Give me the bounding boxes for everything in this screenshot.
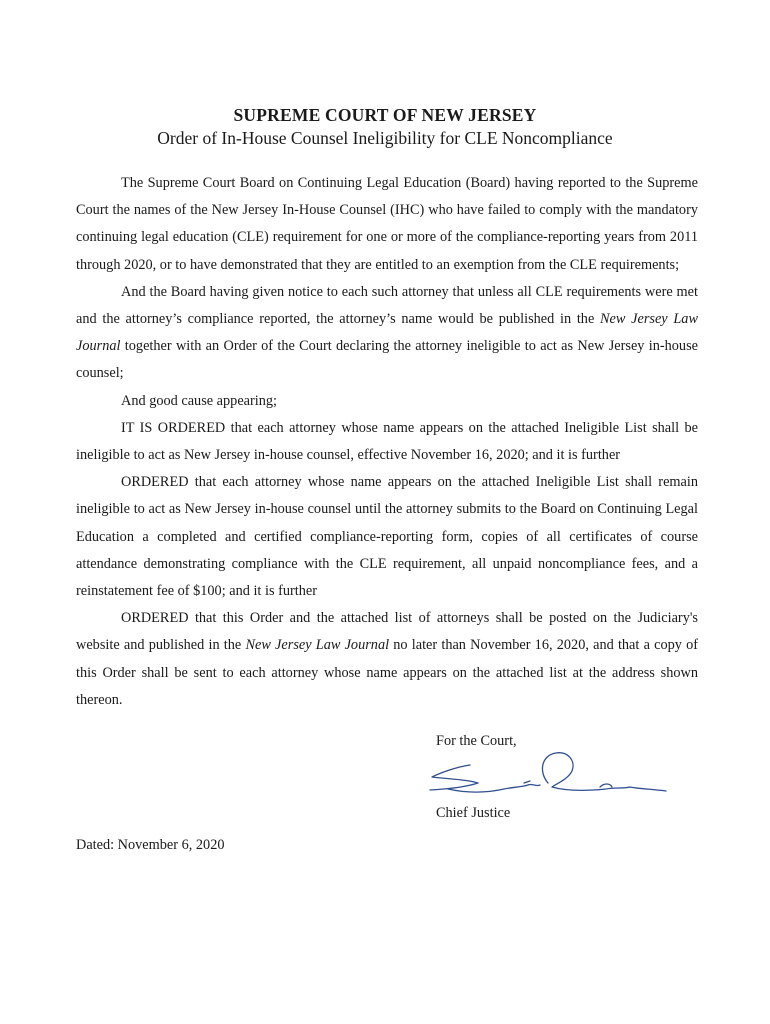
- for-the-court-label: For the Court,: [436, 733, 517, 749]
- document-header: [0, 104, 770, 149]
- paragraph-good-cause: And good cause appearing;: [121, 392, 278, 409]
- court-title: SUPREME COURT OF NEW JERSEY: [233, 105, 537, 125]
- paragraph-ordered-publish: [76, 605, 698, 714]
- paragraph-board-report: The Supreme Court Board on Continuing Legal Education (Board) having reported to the Supreme Court the names of the New Jersey In-House Counsel (IHC) who have failed to comply with the mandatory continuing legal education (CLE) requirement for one or more of the compliance-reporting years from 2011 through 2020, or to have demonstrated that they are entitled to an exemption from the CLE requirements;: [76, 175, 698, 273]
- paragraph-notice-journal: New Jersey Law Journal: [76, 311, 698, 355]
- paragraph-ordered-remain: ORDERED that each attorney whose name appears on the attached Ineligible List shall remain ineligible to act as New Jersey in-house counsel until the attorney submits to the Board on Continuing Legal Education a completed and certified compliance-reporting form, copies of all certificates of course attendance demonstrating compliance with the CLE requirement, all unpaid noncompliance fees, and a reinstatement fee of $100; and it is further: [76, 474, 698, 600]
- chief-justice-title: Chief Justice: [436, 805, 511, 821]
- paragraph-notice: [76, 279, 698, 388]
- order-subtitle: Order of In-House Counsel Ineligibility for CLE Noncompliance: [157, 128, 613, 148]
- paragraph-ordered-ineligible: IT IS ORDERED that each attorney whose name appears on the attached Ineligible List shall be ineligible to act as New Jersey in-house counsel, effective November 16, 2020; and it is further: [76, 419, 698, 464]
- paragraph-notice-text-a: And the Board having given notice to each such attorney that unless all CLE requirements were met and the attorney’s compliance reported, the attorney’s name would be published in the: [76, 283, 698, 328]
- signature-block: [436, 731, 696, 821]
- paragraph-publish-journal: New Jersey Law Journal: [245, 637, 390, 654]
- date-line: Dated: November 6, 2020: [76, 837, 225, 853]
- paragraph-notice-text-b: together with an Order of the Court declaring the attorney ineligible to act as New Jersey in-house counsel;: [76, 338, 698, 382]
- order-body: [76, 170, 698, 714]
- chief-justice-signature: [426, 743, 676, 803]
- paragraph-publish-text-a: ORDERED that this Order and the attached list of attorneys shall be posted on the Judiciary's website and published in the: [76, 610, 698, 654]
- paragraph-publish-text-b: no later than November 16, 2020, and that a copy of this Order shall be sent to each attorney whose name appears on the attached list at the address shown thereon.: [76, 637, 698, 708]
